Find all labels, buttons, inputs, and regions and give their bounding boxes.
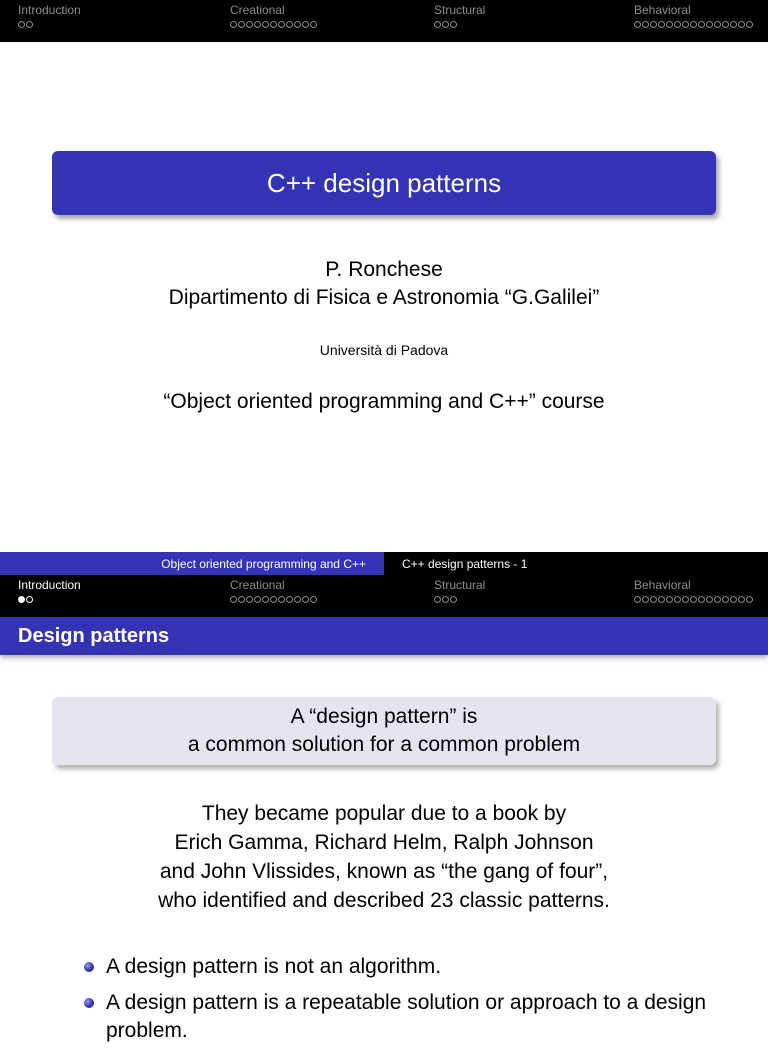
- nav-section-title[interactable]: Structural: [434, 3, 486, 17]
- book-line: who identified and described 23 classic patterns.: [158, 889, 610, 912]
- nav-dot-icon[interactable]: [302, 596, 309, 603]
- nav-dot-icon[interactable]: [434, 21, 441, 28]
- nav-dot-icon[interactable]: [674, 21, 681, 28]
- nav-dot-icon[interactable]: [730, 596, 737, 603]
- nav-dot-icon[interactable]: [246, 596, 253, 603]
- slide-title: C++ design patterns: [266, 167, 502, 198]
- nav-dot-icon[interactable]: [666, 21, 673, 28]
- nav-dot-icon[interactable]: [254, 21, 261, 28]
- bullet-ball-icon: [84, 962, 94, 972]
- footline-slide-number: C++ design patterns - 1: [384, 552, 768, 575]
- nav-dot-icon[interactable]: [310, 596, 317, 603]
- nav-dot-icon[interactable]: [746, 596, 753, 603]
- nav-section-title[interactable]: Behavioral: [634, 3, 691, 17]
- nav-section-title[interactable]: Creational: [230, 3, 285, 17]
- nav-dot-icon[interactable]: [450, 596, 457, 603]
- nav-dot-icon[interactable]: [18, 596, 25, 603]
- nav-dot-icon[interactable]: [278, 596, 285, 603]
- institute: Università di Padova: [319, 342, 449, 358]
- nav-dot-icon[interactable]: [650, 21, 657, 28]
- author-name: P. Ronchese: [325, 258, 443, 281]
- nav-dots: [634, 20, 753, 28]
- nav-dot-icon[interactable]: [18, 21, 25, 28]
- nav-section-introduction[interactable]: [18, 3, 81, 28]
- nav-dots: [18, 20, 81, 28]
- bullet-text: A design pattern is a repeatable solution or approach to a design problem.: [106, 991, 707, 1042]
- nav-dots: [230, 595, 317, 603]
- list-item: [82, 989, 742, 1045]
- title-box: [52, 151, 716, 215]
- nav-dot-icon[interactable]: [442, 596, 449, 603]
- nav-dot-icon[interactable]: [706, 21, 713, 28]
- nav-dot-icon[interactable]: [738, 596, 745, 603]
- course-title: “Object oriented programming and C++” course: [163, 390, 605, 413]
- nav-dot-icon[interactable]: [642, 21, 649, 28]
- nav-dots: [634, 595, 753, 603]
- nav-dot-icon[interactable]: [238, 596, 245, 603]
- nav-dot-icon[interactable]: [690, 21, 697, 28]
- nav-dot-icon[interactable]: [650, 596, 657, 603]
- nav-dot-icon[interactable]: [262, 21, 269, 28]
- nav-dot-icon[interactable]: [286, 596, 293, 603]
- nav-dot-icon[interactable]: [634, 21, 641, 28]
- nav-dot-icon[interactable]: [450, 21, 457, 28]
- nav-dot-icon[interactable]: [270, 596, 277, 603]
- nav-dot-icon[interactable]: [738, 21, 745, 28]
- nav-dot-icon[interactable]: [254, 596, 261, 603]
- navigation-bar-slide2: [0, 575, 768, 617]
- nav-section-introduction[interactable]: [18, 578, 81, 603]
- nav-dot-icon[interactable]: [262, 596, 269, 603]
- nav-section-behavioral[interactable]: [634, 578, 753, 603]
- nav-dots: [434, 595, 485, 603]
- nav-section-title[interactable]: Structural: [434, 578, 486, 592]
- nav-dot-icon[interactable]: [294, 596, 301, 603]
- nav-dots: [18, 595, 81, 603]
- nav-dot-icon[interactable]: [26, 21, 33, 28]
- nav-dot-icon[interactable]: [690, 596, 697, 603]
- nav-dot-icon[interactable]: [658, 21, 665, 28]
- bullet-ball-icon: [84, 998, 94, 1008]
- list-item: [82, 953, 742, 981]
- nav-dot-icon[interactable]: [642, 596, 649, 603]
- author-department: Dipartimento di Fisica e Astronomia “G.Galilei”: [168, 286, 600, 309]
- nav-dot-icon[interactable]: [682, 21, 689, 28]
- nav-dot-icon[interactable]: [286, 21, 293, 28]
- nav-dot-icon[interactable]: [746, 21, 753, 28]
- nav-dot-icon[interactable]: [634, 596, 641, 603]
- definition-line: a common solution for a common problem: [187, 733, 581, 756]
- nav-dot-icon[interactable]: [698, 21, 705, 28]
- nav-dot-icon[interactable]: [698, 596, 705, 603]
- nav-dot-icon[interactable]: [230, 596, 237, 603]
- nav-dot-icon[interactable]: [302, 21, 309, 28]
- book-paragraph: [0, 799, 768, 915]
- nav-dot-icon[interactable]: [294, 21, 301, 28]
- nav-section-structural[interactable]: [434, 3, 485, 28]
- nav-dot-icon[interactable]: [434, 596, 441, 603]
- nav-dot-icon[interactable]: [706, 596, 713, 603]
- nav-dot-icon[interactable]: [714, 596, 721, 603]
- nav-section-structural[interactable]: [434, 578, 485, 603]
- nav-dots: [434, 20, 485, 28]
- nav-dot-icon[interactable]: [682, 596, 689, 603]
- nav-dot-icon[interactable]: [238, 21, 245, 28]
- frame-title-bar: [0, 617, 768, 655]
- author-block: [0, 256, 768, 312]
- nav-dots: [230, 20, 317, 28]
- nav-dot-icon[interactable]: [270, 21, 277, 28]
- nav-dot-icon[interactable]: [714, 21, 721, 28]
- nav-dot-icon[interactable]: [246, 21, 253, 28]
- nav-dot-icon[interactable]: [674, 596, 681, 603]
- bullet-list: [82, 953, 742, 1053]
- nav-dot-icon[interactable]: [666, 596, 673, 603]
- nav-section-title[interactable]: Creational: [230, 578, 285, 592]
- nav-dot-icon[interactable]: [658, 596, 665, 603]
- nav-dot-icon[interactable]: [26, 596, 33, 603]
- nav-dot-icon[interactable]: [730, 21, 737, 28]
- book-line: Erich Gamma, Richard Helm, Ralph Johnson: [174, 831, 594, 854]
- nav-section-title[interactable]: Behavioral: [634, 578, 691, 592]
- nav-dot-icon[interactable]: [230, 21, 237, 28]
- footline-course: Object oriented programming and C++: [0, 552, 384, 575]
- nav-dot-icon[interactable]: [722, 21, 729, 28]
- book-line: They became popular due to a book by: [201, 802, 567, 825]
- book-line: and John Vlissides, known as “the gang of four”,: [159, 860, 609, 883]
- nav-dot-icon[interactable]: [278, 21, 285, 28]
- nav-section-creational[interactable]: [230, 3, 317, 28]
- nav-section-creational[interactable]: [230, 578, 317, 603]
- navigation-bar-top: [0, 0, 768, 42]
- definition-box: [52, 697, 716, 765]
- nav-section-title[interactable]: Introduction: [18, 3, 81, 17]
- footline: [0, 552, 768, 575]
- definition-line: A “design pattern” is: [290, 705, 478, 728]
- nav-section-behavioral[interactable]: [634, 3, 753, 28]
- nav-dot-icon[interactable]: [722, 596, 729, 603]
- nav-dot-icon[interactable]: [310, 21, 317, 28]
- bullet-text: A design pattern is not an algorithm.: [106, 955, 442, 978]
- nav-section-title[interactable]: Introduction: [18, 578, 81, 592]
- frame-title: Design patterns: [18, 625, 170, 647]
- nav-dot-icon[interactable]: [442, 21, 449, 28]
